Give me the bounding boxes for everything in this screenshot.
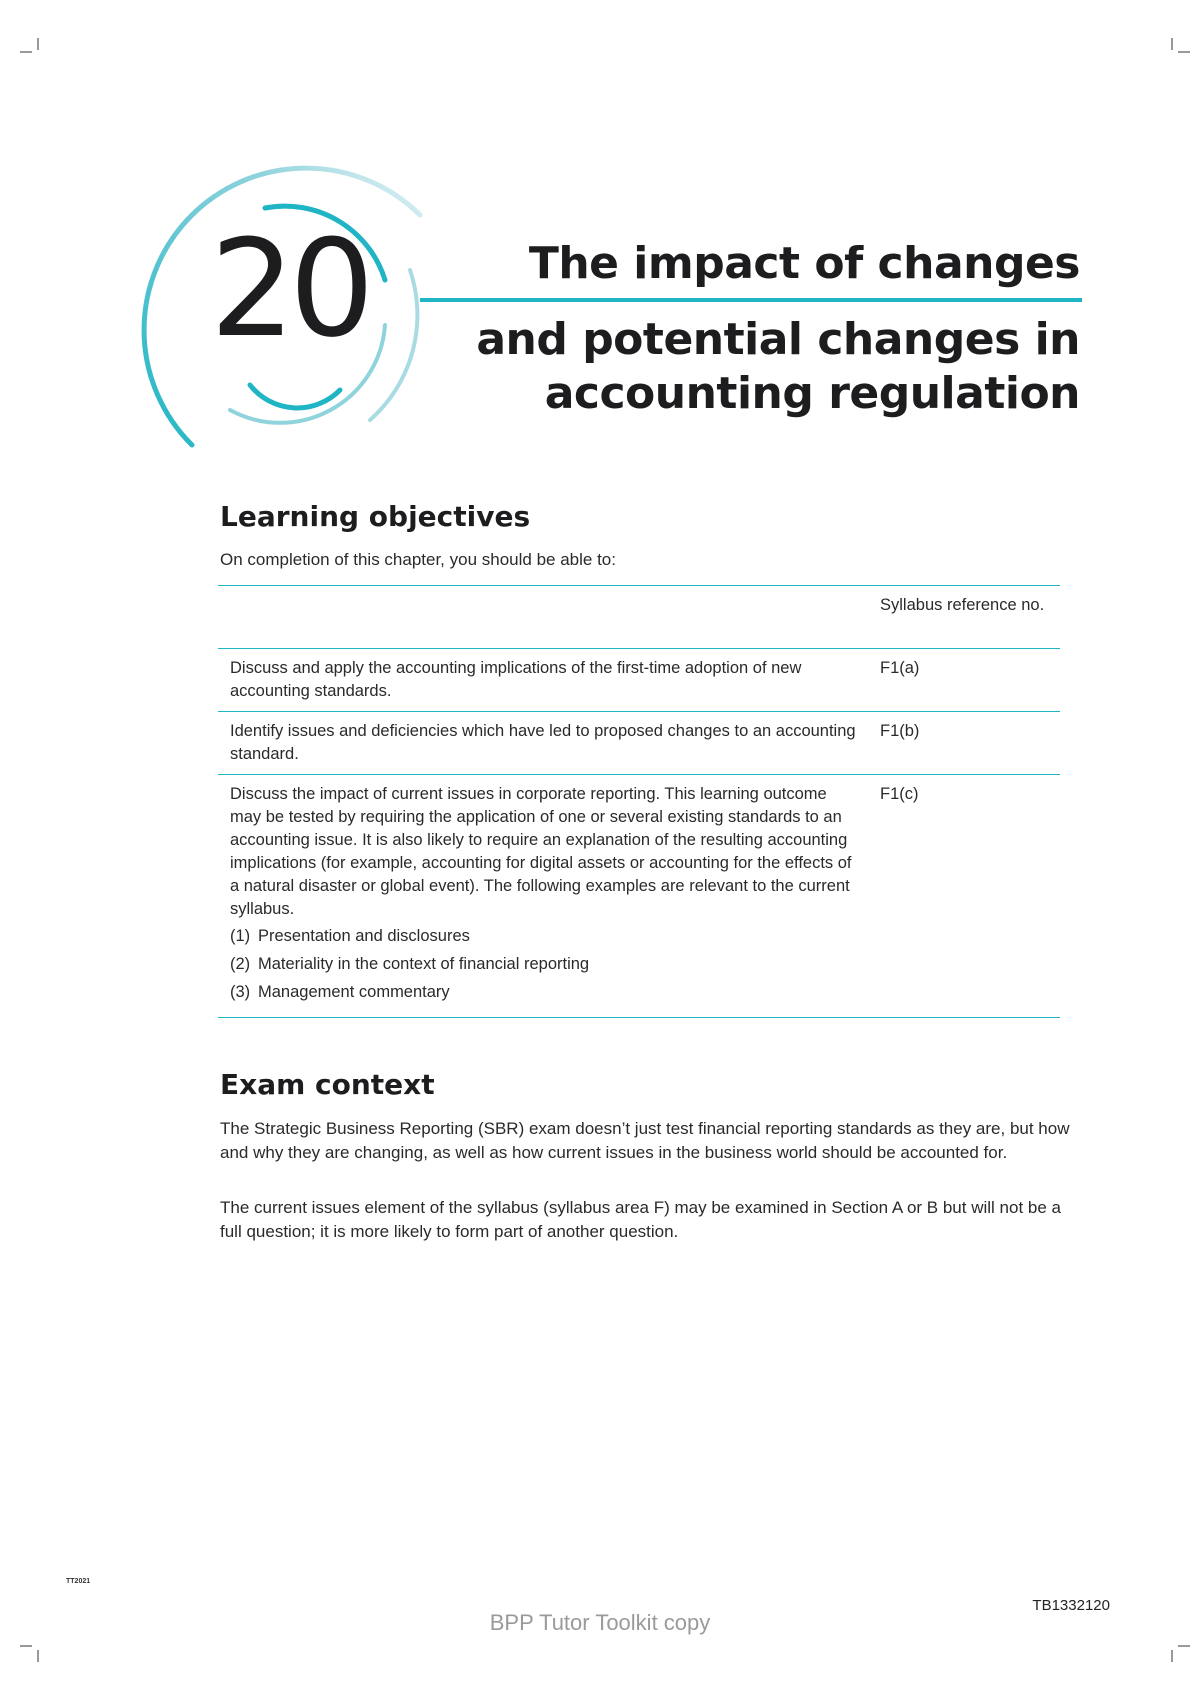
table-row: [218, 775, 1060, 1018]
objective-examples-list: [230, 925, 860, 1004]
exam-context-paragraph-2: The current issues element of the syllabus (syllabus area F) may be examined in Section A or B but will not be a full question; it is more likely to form part of another question.: [220, 1198, 1061, 1241]
objective-ref: F1(b): [870, 712, 1060, 775]
chapter-title-line-3: accounting regulation: [544, 368, 1080, 419]
list-item: [230, 925, 860, 948]
table-header-row: [218, 586, 1060, 649]
chapter-title-line-2: and potential changes in: [476, 314, 1080, 365]
learning-objectives-heading: Learning objectives: [220, 500, 531, 533]
list-item-number: (3): [230, 983, 251, 1001]
crop-mark-top-right: [1150, 38, 1190, 78]
list-item: [230, 981, 860, 1004]
objectives-table: [218, 585, 1060, 1018]
chapter-number: 20: [210, 211, 369, 367]
table-row: [218, 712, 1060, 775]
objective-ref: F1(c): [870, 775, 1060, 1018]
exam-context-heading: Exam context: [220, 1068, 435, 1101]
print-code: TT2021: [66, 1578, 91, 1585]
chapter-title-line-1: The impact of changes: [528, 238, 1080, 289]
list-item-text: Management commentary: [258, 983, 450, 1001]
crop-mark-bottom-left: [20, 1636, 60, 1676]
job-code: TB1332120: [1032, 1597, 1110, 1614]
title-divider: [420, 298, 1082, 302]
crop-mark-bottom-right: [1150, 1636, 1190, 1676]
objective-text: Identify issues and deficiencies which have led to proposed changes to an accounting standard.: [218, 712, 870, 775]
list-item-number: (1): [230, 927, 251, 945]
learning-objectives-intro: On completion of this chapter, you should be able to:: [220, 550, 616, 569]
watermark: BPP Tutor Toolkit copy: [489, 1610, 711, 1635]
table-header-ref: Syllabus reference no.: [870, 586, 1060, 649]
objective-ref: F1(a): [870, 649, 1060, 712]
list-item-number: (2): [230, 955, 251, 973]
crop-mark-top-left: [20, 38, 60, 78]
list-item: [230, 953, 860, 976]
objective-cell: [218, 775, 870, 1018]
objective-text: Discuss and apply the accounting implications of the first-time adoption of new accounting standards.: [218, 649, 870, 712]
list-item-text: Materiality in the context of financial reporting: [258, 955, 590, 973]
exam-context-paragraph-1: The Strategic Business Reporting (SBR) exam doesn’t just test financial reporting standards as they are, but how and why they are changing, as well as how current issues in the business world should be accounted for.: [220, 1119, 1070, 1162]
list-item-text: Presentation and disclosures: [258, 927, 470, 945]
table-row: [218, 649, 1060, 712]
table-header-empty: [218, 586, 870, 649]
objective-text: Discuss the impact of current issues in corporate reporting. This learning outcome may be tested by requiring the application of one or several existing standards to an accounting issue. It is also likely to require an explanation of the resulting accounting implications (for example, accounting for digital assets or accounting for the effects of a natural disaster or global event). The following examples are relevant to the current syllabus.: [230, 785, 852, 918]
